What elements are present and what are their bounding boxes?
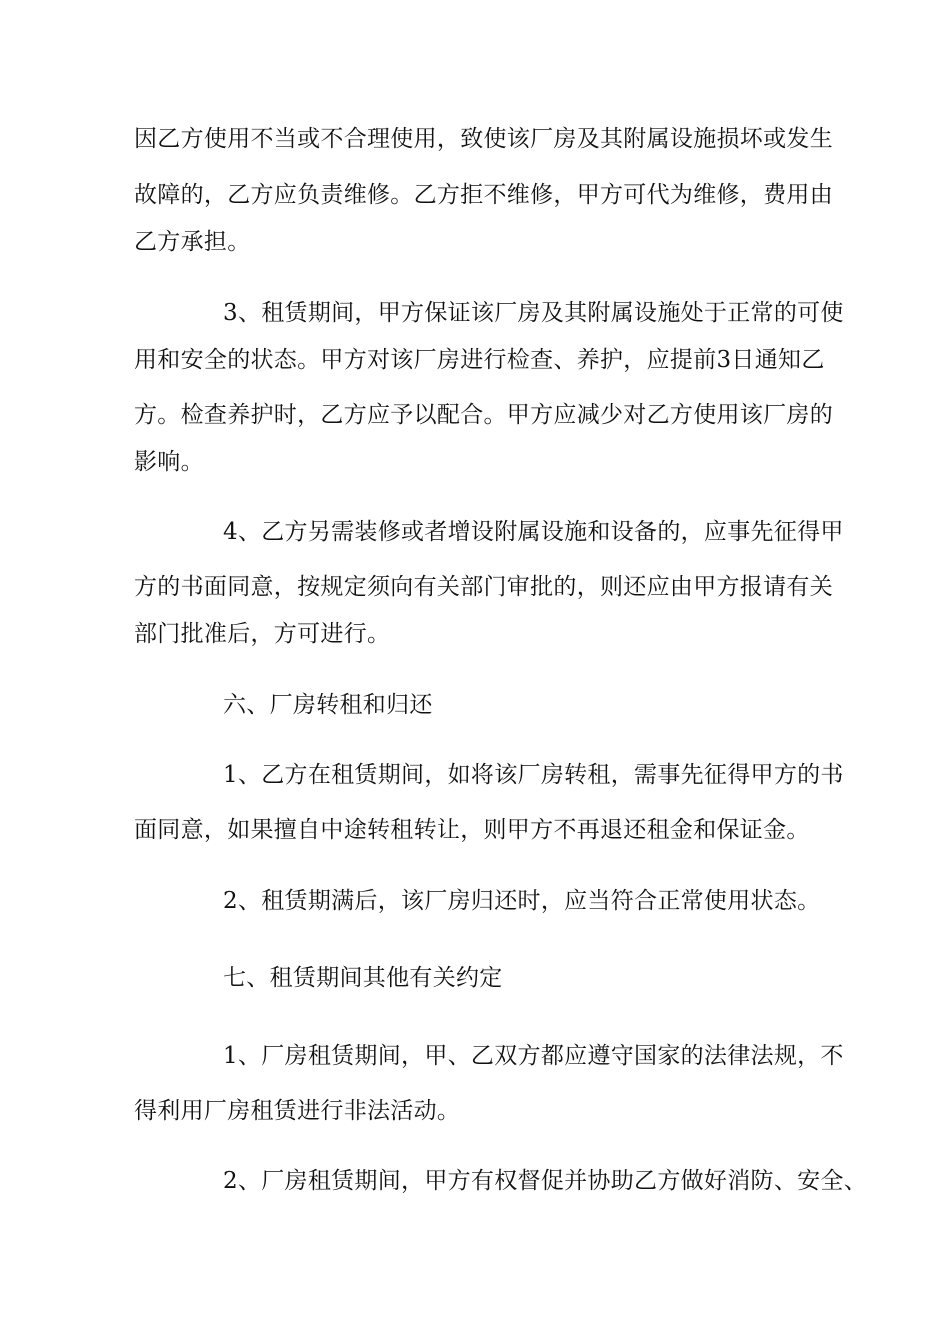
text-line: 用和安全的状态。甲方对该厂房进行检查、养护，应提前3日通知乙 (134, 347, 825, 373)
text-line: 1、厂房租赁期间，甲、乙双方都应遵守国家的法律法规，不 (223, 1043, 844, 1069)
text-line: 影响。 (134, 449, 204, 475)
text-line: 故障的，乙方应负责维修。乙方拒不维修，甲方可代为维修，费用由 (134, 182, 833, 208)
text-line: 1、乙方在租赁期间，如将该厂房转租，需事先征得甲方的书 (223, 762, 844, 788)
section-heading: 七、租赁期间其他有关约定 (223, 965, 503, 991)
section-heading: 六、厂房转租和归还 (223, 692, 433, 718)
text-line: 2、租赁期满后，该厂房归还时，应当符合正常使用状态。 (223, 888, 821, 914)
text-line: 4、乙方另需装修或者增设附属设施和设备的，应事先征得甲 (223, 519, 844, 545)
text-line: 乙方承担。 (134, 229, 251, 255)
text-line: 因乙方使用不当或不合理使用，致使该厂房及其附属设施损坏或发生 (134, 126, 833, 152)
text-line: 部门批准后，方可进行。 (134, 621, 391, 647)
text-line: 方的书面同意，按规定须向有关部门审批的，则还应由甲方报请有关 (134, 574, 833, 600)
text-line: 2、厂房租赁期间，甲方有权督促并协助乙方做好消防、安全、 (223, 1168, 868, 1194)
text-line: 3、租赁期间，甲方保证该厂房及其附属设施处于正常的可使 (223, 300, 844, 326)
text-line: 得利用厂房租赁进行非法活动。 (134, 1098, 461, 1124)
text-line: 面同意，如果擅自中途转租转让，则甲方不再退还租金和保证金。 (134, 817, 810, 843)
text-line: 方。检查养护时，乙方应予以配合。甲方应减少对乙方使用该厂房的 (134, 402, 833, 428)
